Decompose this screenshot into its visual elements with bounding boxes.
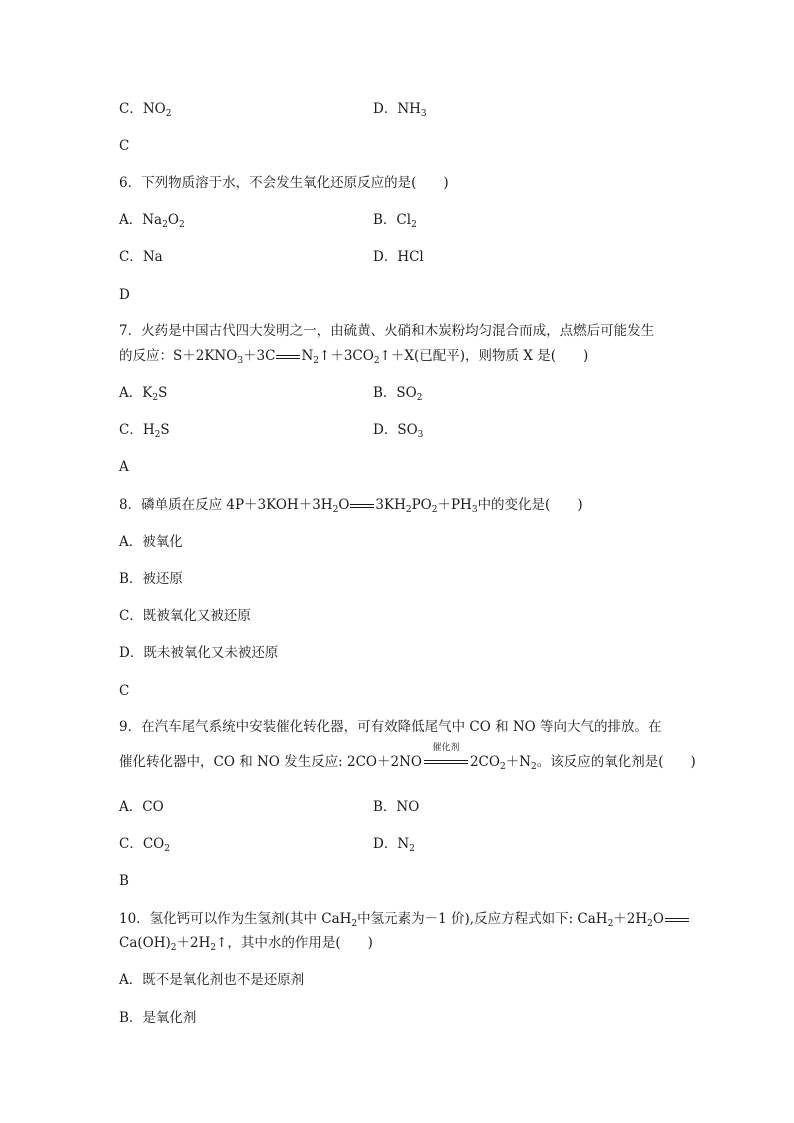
q6-option-b: B．$Cl_2$ xyxy=(373,212,417,230)
q10-option-a: A．既不是氧化剂也不是还原剂 xyxy=(119,972,305,988)
equals-double-bar xyxy=(350,502,374,510)
q9-option-c: C．$CO_2$ xyxy=(119,836,170,854)
q7-answer: A xyxy=(119,459,129,475)
q6-option-c: C．Na xyxy=(119,249,163,265)
q6-answer: D xyxy=(119,287,130,303)
q8-answer: C xyxy=(119,683,130,699)
catalyst-arrow xyxy=(424,743,468,768)
q6-option-d: D．HCl xyxy=(373,249,424,265)
q10-stem-line2: $Ca(OH)_2+2H_2↑$，其中水的作用是( ) xyxy=(119,935,373,953)
q6-option-a: A．$Na_2O_2$ xyxy=(119,212,185,230)
q7-option-b: B．$SO_2$ xyxy=(373,385,423,403)
q5-option-c: C．$NO_2$ xyxy=(119,101,172,119)
q10-stem-line1: 10．氢化钙可以作为生氢剂(其中 CaH$_2$中氢元素为－1 价),反应方程式如下: $CaH_2+2H_2O$ xyxy=(119,910,690,928)
q6-stem: 6．下列物质溶于水，不会发生氧化还原反应的是( ) xyxy=(119,175,449,191)
q7-option-d: D．$SO_3$ xyxy=(373,422,424,440)
equals-double-bar xyxy=(665,916,689,924)
catalyst-label: 催化剂 xyxy=(432,743,460,753)
q5-option-d: D．$NH_3$ xyxy=(373,101,427,119)
q8-option-a: A．被氧化 xyxy=(119,534,183,550)
q8-stem: 8．磷单质在反应 $4P+3KOH+3H_2O$ $3KH_2PO_2+PH_3$中的变化是( ) xyxy=(119,497,583,515)
q8-option-d: D．既未被氧化又未被还原 xyxy=(119,645,279,661)
q9-option-d: D．$N_2$ xyxy=(373,836,415,854)
q7-stem-line1: 7．火药是中国古代四大发明之一，由硫黄、火硝和木炭粉均匀混合而成，点燃后可能发生 xyxy=(119,323,655,339)
q10-option-b: B．是氧化剂 xyxy=(119,1010,197,1026)
q7-stem-line2: 的反应：$S+2KNO_3+3C$ $N_2↑+3CO_2↑+X$(已配平)，则物质 X 是( ) xyxy=(119,348,589,366)
q9-answer: B xyxy=(119,873,129,889)
q7-option-a: A．$K_2S$ xyxy=(119,385,168,403)
q9-stem-line1: 9．在汽车尾气系统中安装催化转化器，可有效降低尾气中 CO 和 NO 等向大气的排放。在 xyxy=(119,719,662,735)
q8-option-c: C．既被氧化又被还原 xyxy=(119,608,251,624)
q7-option-c: C．$H_2S$ xyxy=(119,422,170,440)
q9-option-a: A．CO xyxy=(119,799,164,815)
q8-option-b: B．被还原 xyxy=(119,571,183,587)
equals-double-bar xyxy=(276,353,300,361)
q5-answer: C xyxy=(119,138,130,154)
q9-option-b: B．NO xyxy=(373,799,420,815)
q9-stem-line2: 催化转化器中，CO 和 NO 发生反应: 2CO＋2NO 催化剂 $2CO_2+N_2$。该反应的氧化剂是( ) xyxy=(119,743,696,772)
